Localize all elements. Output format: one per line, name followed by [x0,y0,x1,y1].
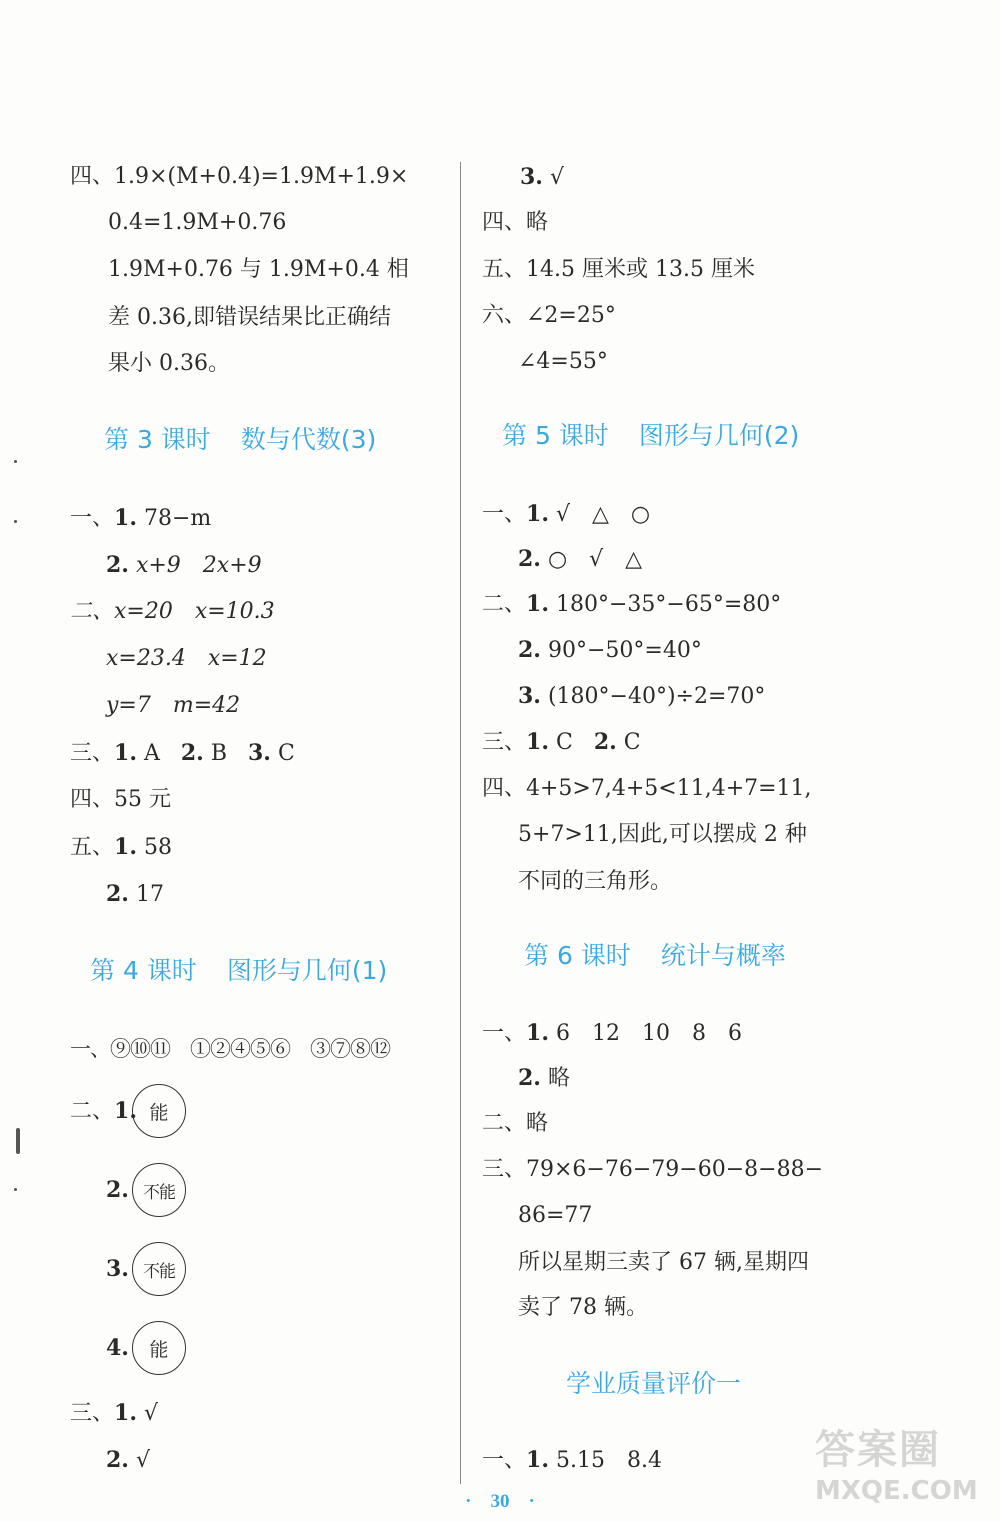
item-number: 1. [526,591,549,617]
answer-line: 不同的三角形。 [518,869,673,894]
item-number: 2. [518,637,541,663]
item-number: 1. [526,1020,549,1046]
item-answer: 5.15 8.4 [555,1448,662,1473]
circled-answer: 能 [132,1321,186,1375]
circled-answer: 不能 [132,1163,186,1217]
answer-line [482,1018,742,1049]
item-prefix: 二、 [482,592,527,617]
item-number: 2. [180,740,204,766]
circled-answer: 能 [132,1084,186,1138]
answer-line [520,162,564,193]
item-answer: 6 12 10 8 6 [555,1021,742,1046]
item-prefix: 三、 [482,730,527,755]
section-heading-6 [524,940,786,972]
heading-number: 第 5 课时 [502,421,609,450]
item-answer: x+9 2x+9 [135,553,262,578]
answer-line: 三、79×6−76−79−60−8−88− [482,1157,824,1182]
answer-line: 差 0.36,即错误结果比正确结 [108,305,391,330]
answer-line: 86=77 [518,1203,593,1228]
item-prefix: 三、 [70,741,115,766]
heading-title: 数与代数(3) [240,425,377,454]
answer-line [482,499,650,530]
answer-line: 5+7>11,因此,可以摆成 2 种 [518,822,807,847]
page-number: · 30 · [465,1491,535,1512]
item-number: 2. [106,552,129,578]
answer-line [70,1398,158,1429]
section-heading-5 [502,420,799,452]
item-number: 3. [520,164,543,190]
section-heading-7: 学业质量评价一 [566,1369,742,1398]
item-prefix: 一、 [482,502,527,527]
watermark-url: MXQE.COM [815,1476,978,1506]
answer-line: 六、∠2=25° [482,303,616,328]
section-heading-3 [104,424,376,456]
answer-line [482,1445,662,1476]
answer-line: y=7 m=42 [106,693,241,718]
item-answer: C [623,730,641,755]
item-answer: ○ √ △ [547,547,643,572]
item-answer: 17 [135,882,164,907]
answer-line: 四、4+5>7,4+5<11,4+7=11, [482,776,812,801]
item-number: 1. [114,740,137,766]
item-answer: √ [549,165,564,190]
item-number: 3. [518,683,541,709]
answer-line: 卖了 78 辆。 [518,1295,648,1320]
item-number: 2. [518,1065,541,1091]
answer-line [106,550,262,581]
answer-line: 二、略 [482,1111,549,1136]
heading-number: 第 6 课时 [524,941,631,970]
answer-line [70,832,172,863]
item-number: 2. [106,881,129,907]
scan-mark [14,520,17,523]
answer-line [518,681,765,712]
section-heading-4 [90,955,387,987]
heading-number: 第 3 课时 [104,425,211,454]
item-answer: √ [143,1401,159,1426]
item-prefix: 一、 [70,506,115,531]
answer-line: 0.4=1.9M+0.76 [108,210,287,235]
column-divider [460,162,461,1484]
item-number: 2. [593,729,617,755]
item-prefix: 一、 [482,1448,527,1473]
item-answer: B [210,741,227,766]
item-answer: 78−m [143,506,212,531]
circled-answer: 不能 [132,1242,186,1296]
answer-line [106,879,164,910]
item-number: 2. [518,546,541,572]
item-answer: 58 [143,835,172,860]
item-answer: 180°−35°−65°=80° [555,592,782,617]
item-number: 1. [114,505,137,531]
item-answer: C [555,730,573,755]
item-number: 1. [114,1098,137,1124]
item-prefix: 二、 [70,1099,115,1124]
item-number: 4. [106,1335,129,1361]
answer-line: 一、⑨⑩⑪ ①②④⑤⑥ ③⑦⑧⑫ [70,1037,390,1061]
item-prefix: 三、 [70,1401,115,1426]
heading-title: 图形与几何(2) [638,421,800,450]
answer-line [70,1096,137,1127]
answer-line [70,503,211,534]
answer-line [518,544,642,575]
answer-line: 四、1.9×(M+0.4)=1.9M+1.9× [70,164,409,189]
scan-mark [14,1188,17,1191]
item-number: 1. [114,1400,137,1426]
heading-title: 统计与概率 [660,941,786,970]
answer-line: 1.9M+0.76 与 1.9M+0.4 相 [108,257,409,282]
answer-line: 四、55 元 [70,787,171,812]
scan-mark [14,460,17,463]
answer-line: 四、略 [482,210,549,235]
item-answer: 略 [547,1066,570,1091]
watermark-title: 答案圈 [815,1427,941,1473]
item-answer: C [277,741,295,766]
answer-line: 二、x=20 x=10.3 [70,599,275,624]
scan-mark [16,1128,20,1154]
item-prefix: 一、 [482,1021,527,1046]
item-number: 3. [106,1256,129,1282]
item-answer: 90°−50°=40° [547,638,702,663]
answer-line: 果小 0.36。 [108,351,230,376]
item-answer: √ △ ○ [555,502,651,527]
answer-line [482,589,781,620]
item-number: 1. [526,1447,549,1473]
heading-title: 图形与几何(1) [226,956,388,985]
item-number: 1. [526,501,549,527]
item-number: 1. [114,834,137,860]
item-answer: (180°−40°)÷2=70° [547,684,766,709]
answer-line [70,738,295,769]
item-answer: A [143,741,160,766]
watermark [815,1418,995,1518]
heading-number: 第 4 课时 [90,956,197,985]
item-answer: √ [135,1448,150,1473]
answer-line: 所以星期三卖了 67 辆,星期四 [518,1250,809,1275]
item-number: 2. [106,1177,129,1203]
item-prefix: 五、 [70,835,115,860]
answer-line [518,635,702,666]
answer-line: ∠4=55° [518,349,608,374]
answer-line: x=23.4 x=12 [106,646,267,671]
answer-line: 五、14.5 厘米或 13.5 厘米 [482,257,755,282]
item-number: 2. [106,1447,129,1473]
item-number: 3. [247,740,271,766]
answer-line [106,1445,150,1476]
answer-line [518,1063,570,1094]
item-number: 1. [526,729,549,755]
answer-line [482,727,641,758]
